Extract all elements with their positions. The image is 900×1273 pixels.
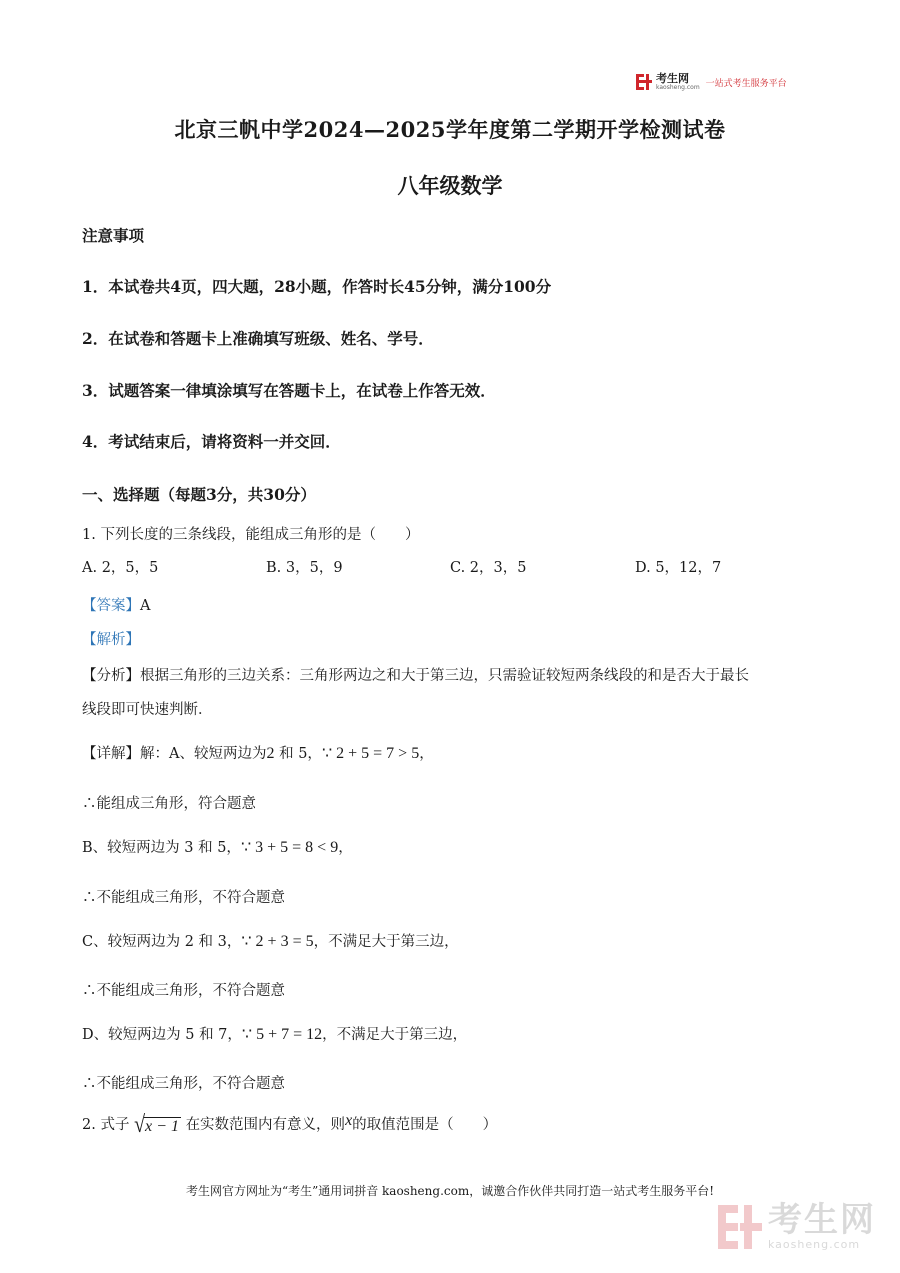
- footer-text: 考生网官方网址为“考生”通用词拼音 kaosheng.com，诚邀合作伙伴共同打造一站式考生服务平台!: [185, 1184, 715, 1198]
- brand-logo: [636, 72, 787, 92]
- note-item-4: 4．考试结束后，请将资料一并交回．: [82, 432, 341, 451]
- note-item-2: 2．在试卷和答题卡上准确填写班级、姓名、学号．: [82, 329, 434, 348]
- sqrt-expression: [134, 1111, 181, 1139]
- answer-tag: 【答案】: [82, 598, 140, 614]
- detail-a-end: ，: [419, 746, 434, 762]
- watermark-logo: [718, 1200, 876, 1251]
- detail-a-mid: 和 5，: [274, 746, 322, 762]
- detail-b: [82, 836, 353, 857]
- note-item-3: 3．试题答案一律填涂填写在答题卡上，在试卷上作答无效．: [82, 381, 496, 400]
- brand-slogan: 一站式考生服务平台: [705, 78, 787, 89]
- brand-logo-name: 考生网: [656, 72, 689, 85]
- detail-c-end: ，不满足大于第三边，: [313, 934, 459, 950]
- analysis-line-1: 【分析】根据三角形的三边关系：三角形两边之和大于第三边，只需验证较短两条线段的和是否大于最长: [82, 668, 749, 684]
- detail-a-number: 2: [266, 745, 275, 762]
- detail-d-conclusion: ∴不能组成三角形，不符合题意: [82, 1076, 285, 1092]
- question-2-mid: 在实数范围内有意义，则: [185, 1117, 346, 1133]
- question-2-variable: x: [345, 1112, 353, 1129]
- notes-heading: 注意事项: [82, 226, 145, 245]
- watermark-name: 考生网: [768, 1200, 876, 1240]
- question-1-option-d: D. 5，12，7: [635, 560, 722, 576]
- detail-d-end: ，不满足大于第三边，: [322, 1027, 468, 1043]
- analysis-tag: 【解析】: [82, 632, 140, 648]
- detail-c-conclusion: ∴不能组成三角形，不符合题意: [82, 983, 285, 999]
- detail-b-text: B、较短两边为 3 和 5，: [82, 840, 241, 856]
- brand-logo-icon: [636, 74, 652, 90]
- radical-icon: √: [134, 1111, 146, 1139]
- note-item-1: 1．本试卷共4页，四大题，28小题，作答时长45分钟，满分100分: [82, 277, 552, 296]
- watermark-logo-icon: [718, 1205, 762, 1249]
- detail-a-formula: ∵ 2 + 5 = 7 > 5: [321, 745, 420, 762]
- answer-line: [82, 594, 150, 615]
- sqrt-radicand: x − 1: [145, 1118, 179, 1135]
- detail-c-formula: ∵ 2 + 3 = 5: [241, 933, 314, 950]
- question-1-stem: 1. 下列长度的三条线段，能组成三角形的是（ ）: [82, 527, 420, 543]
- page-title: 北京三帆中学2024—2025学年度第二学期开学检测试卷: [174, 117, 726, 142]
- detail-d-formula: ∵ 5 + 7 = 12: [241, 1026, 323, 1043]
- analysis-line-2: 线段即可快速判断．: [82, 702, 213, 718]
- detail-a-text: 【详解】解：A、较短两边为: [82, 746, 267, 762]
- answer-value: A: [140, 598, 151, 614]
- section-heading: 一、选择题（每题3分，共30分）: [82, 485, 316, 504]
- question-2-pre: 2. 式子: [82, 1117, 130, 1133]
- detail-b-conclusion: ∴不能组成三角形，不符合题意: [82, 890, 285, 906]
- detail-b-formula: ∵ 3 + 5 = 8 < 9: [240, 839, 339, 856]
- detail-d-text: D、较短两边为 5 和 7，: [82, 1027, 242, 1043]
- question-1-option-a: A. 2，5，5: [82, 560, 159, 576]
- detail-d: [82, 1023, 467, 1044]
- question-2-stem: [82, 1112, 497, 1137]
- question-1-option-c: C. 2，3，5: [450, 560, 527, 576]
- detail-a-conclusion: ∴能组成三角形，符合题意: [82, 796, 256, 812]
- question-2-post: 的取值范围是（ ）: [352, 1117, 498, 1133]
- brand-logo-domain: kaosheng.com: [656, 84, 700, 91]
- question-1-option-b: B. 3，5，9: [266, 560, 343, 576]
- page-subtitle: 八年级数学: [397, 173, 503, 198]
- watermark-domain: kaosheng.com: [768, 1238, 861, 1251]
- detail-c: [82, 930, 459, 951]
- detail-c-text: C、较短两边为 2 和 3，: [82, 934, 242, 950]
- detail-b-end: ，: [338, 840, 353, 856]
- detail-a: [82, 742, 434, 763]
